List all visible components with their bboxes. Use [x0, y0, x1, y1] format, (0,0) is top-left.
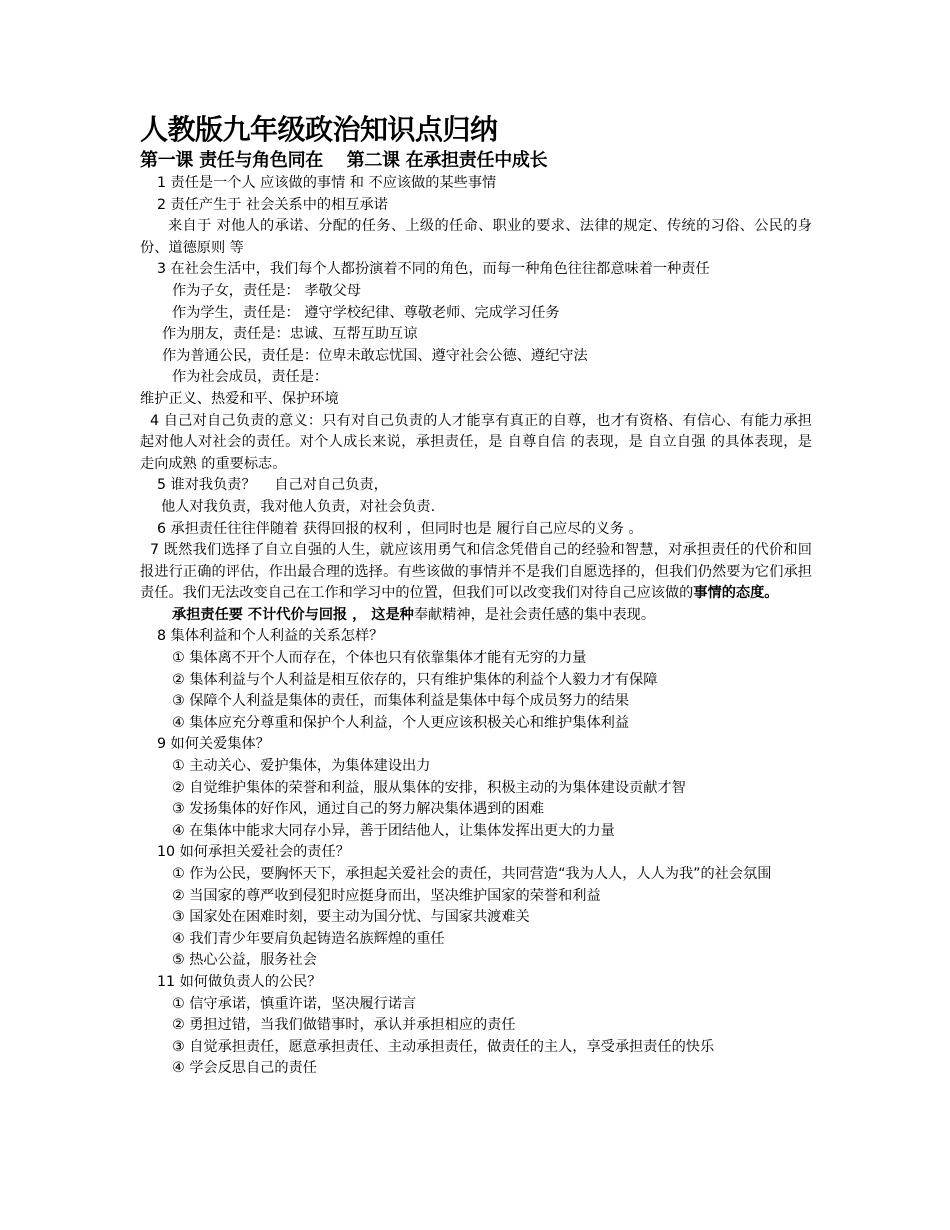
list-item: ① 主动关心、爱护集体，为集体建设出力	[172, 758, 431, 775]
list-item: ③ 自觉承担责任，愿意承担责任、主动承担责任，做责任的主人，享受承担责任的快乐	[172, 1038, 715, 1055]
point-2: 2 责任产生于 社会关系中的相互承诺	[157, 196, 388, 213]
point-11: 11 如何做负责人的公民？	[157, 973, 322, 990]
list-item: ③ 保障个人利益是集体的责任，而集体利益是集体中每个成员努力的结果	[172, 693, 630, 710]
list-item: ② 集体利益与个人利益是相互依存的，只有维护集体的利益个人毅力才有保障	[172, 671, 658, 688]
list-item: ③ 发扬集体的好作风，通过自己的努力解决集体遇到的困难	[172, 801, 544, 818]
list-item: ④ 我们青少年要肩负起铸造名族辉煌的重任	[172, 930, 445, 947]
point-7-text: 7 既然我们选择了自立自强的人生，就应该用勇气和信念凭借自己的经验和智慧，对承担责任的代价和回报进行正确的评估，作出最合理的选择。有些该做的事情并不是我们自愿选择的，但我们仍然要为它们承担责任。我们无法改变自己在工作和学习中的位置，但我们可以改变我们对待自己应该做的	[140, 542, 812, 602]
dedication-emphasis: 承担责任要 不计代价与回报 ， 这是种	[172, 606, 414, 623]
point-1: 1 责任是一个人 应该做的事情 和 不应该做的某些事情	[157, 175, 497, 191]
point-2-detail: 来自于 对他人的承诺、分配的任务、上级的任命、职业的要求、法律的规定、传统的习俗、公民的身份、道德原则 等	[140, 218, 812, 256]
list-item: ④ 在集体中能求大同存小异，善于团结他人，让集体发挥出更大的力量	[172, 822, 615, 839]
list-item: ⑤ 热心公益，服务社会	[172, 952, 317, 969]
point-4: 4 自己对自己负责的意义：只有对自己负责的人才能享有真正的自尊，也才有资格、有信心、有能力承担起对他人对社会的责任。对个人成长来说，承担责任，是 自尊自信 的表现，是 自立自强 的具体表现，是 走向成熟 的重要标志。	[140, 412, 812, 472]
point-3: 3 在社会生活中，我们每个人都扮演着不同的角色，而每一种角色往往都意味着一种责任	[157, 261, 710, 278]
list-item: ③ 国家处在困难时刻，要主动为国分忧、与国家共渡难关	[172, 909, 530, 926]
point-6: 6 承担责任往往伴随着 获得回报的权利 ，但同时也是 履行自己应尽的义务 。	[157, 520, 643, 537]
list-item: ① 信守承诺，慎重许诺，坚决履行诺言	[172, 995, 417, 1012]
point-7	[140, 540, 812, 605]
point-8: 8 集体利益和个人利益的关系怎样？	[157, 628, 384, 645]
document-title: 人教版九年级政治知识点归纳	[140, 113, 498, 146]
dedication-statement	[140, 605, 812, 627]
lesson-heading: 第一课 责任与角色同在 第二课 在承担责任中成长	[140, 150, 548, 171]
role-child: 作为子女，责任是： 孝敬父母	[172, 282, 361, 299]
role-student: 作为学生，责任是： 遵守学校纪律、尊敬老师、完成学习任务	[172, 304, 560, 321]
point-10: 10 如何承担关爱社会的责任？	[157, 844, 350, 861]
role-society-member-detail: 维护正义、热爱和平、保护环境	[140, 390, 339, 407]
list-item: ① 作为公民，要胸怀天下，承担起关爱社会的责任，共同营造“我为人人，人人为我”的社会氛围	[172, 866, 772, 882]
point-9: 9 如何关爱集体？	[157, 736, 270, 753]
list-item: ② 当国家的尊严收到侵犯时应挺身而出，坚决维护国家的荣誉和利益	[172, 887, 601, 904]
list-item: ② 自觉维护集体的荣誉和利益，服从集体的安排，积极主动的为集体建设贡献才智	[172, 779, 686, 796]
list-item: ① 集体离不开个人而存在，个体也只有依靠集体才能有无穷的力量	[172, 650, 587, 667]
document-page	[140, 112, 812, 1080]
dedication-text: 奉献精神，是社会责任感的集中表现。	[413, 606, 656, 623]
list-item: ④ 集体应充分尊重和保护个人利益，个人更应该积极关心和维护集体利益	[172, 714, 630, 731]
role-citizen: 作为普通公民，责任是：位卑未敢忘忧国、遵守社会公德、遵纪守法	[162, 347, 588, 364]
list-item: ④ 学会反思自己的责任	[172, 1060, 317, 1077]
role-friend: 作为朋友，责任是：忠诚、互帮互助互谅	[162, 326, 418, 343]
point-7-emphasis: 事情的态度。	[693, 585, 779, 602]
role-society-member: 作为社会成员，责任是：	[172, 369, 329, 386]
point-5: 5 谁对我负责？ 自己对自己负责，	[157, 477, 388, 494]
list-item: ② 勇担过错，当我们做错事时，承认并承担相应的责任	[172, 1017, 516, 1034]
point-5-detail: 他人对我负责，我对他人负责，对社会负责.	[161, 498, 436, 515]
